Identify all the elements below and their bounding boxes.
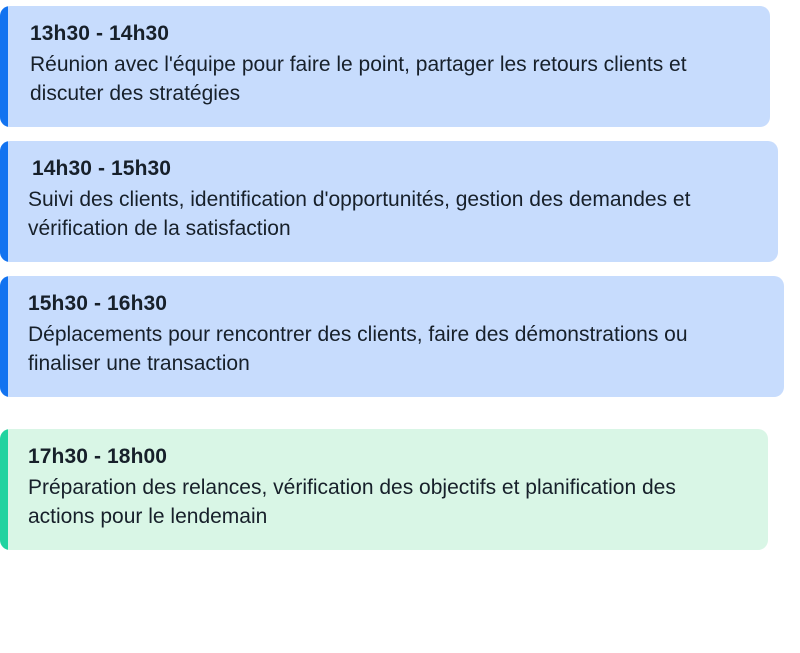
slot-body: [8, 276, 784, 397]
slot-description: Déplacements pour rencontrer des clients, faire des démonstrations ou finaliser une transaction: [28, 322, 688, 375]
slot-accent-bar: [0, 429, 8, 550]
schedule-slot[interactable]: [0, 429, 768, 550]
schedule-slot[interactable]: [0, 276, 784, 397]
slot-description: Réunion avec l'équipe pour faire le point, partager les retours clients et discuter des stratégies: [30, 53, 687, 105]
schedule-slot[interactable]: [0, 141, 778, 262]
slot-accent-bar: [0, 6, 8, 127]
slot-accent-bar: [0, 276, 8, 397]
slot-accent-bar: [0, 141, 8, 262]
slot-time: 14h30 - 15h30: [32, 156, 172, 180]
slot-body: [8, 429, 768, 550]
slot-description: Suivi des clients, identification d'opportunités, gestion des demandes et vérification de la satisfaction: [28, 187, 691, 240]
schedule-slot[interactable]: [0, 6, 770, 127]
slot-time: 13h30 - 14h30: [30, 22, 170, 45]
slot-body: [8, 6, 770, 127]
slot-time: 17h30 - 18h00: [28, 444, 168, 468]
slot-description: Préparation des relances, vérification des objectifs et planification des actions pour le lendemain: [28, 475, 676, 528]
slot-body: [8, 141, 778, 262]
slot-time: 15h30 - 16h30: [28, 291, 168, 315]
